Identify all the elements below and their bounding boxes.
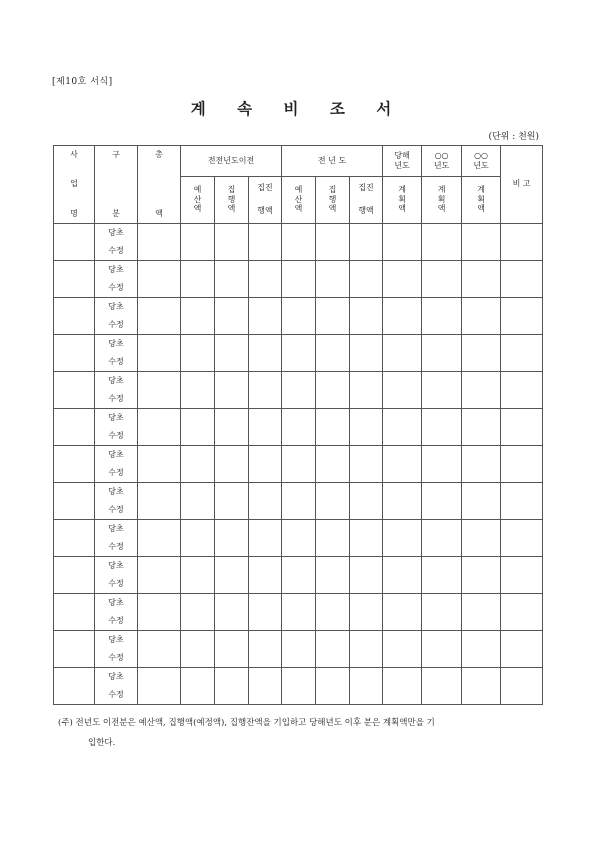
- entry-cell[interactable]: [138, 409, 181, 446]
- entry-cell[interactable]: [462, 224, 501, 261]
- entry-cell[interactable]: [282, 298, 316, 335]
- entry-cell[interactable]: [249, 261, 282, 298]
- entry-cell[interactable]: [249, 335, 282, 372]
- entry-cell[interactable]: [181, 520, 215, 557]
- footnote-line-2: 입한다.: [88, 738, 116, 748]
- entry-cell[interactable]: [316, 631, 350, 668]
- entry-cell[interactable]: [316, 224, 350, 261]
- entry-cell[interactable]: [383, 446, 422, 483]
- revised-label: 수정: [108, 652, 124, 662]
- entry-cell[interactable]: [501, 668, 543, 705]
- entry-cell[interactable]: [462, 335, 501, 372]
- initial-label: 당초: [108, 264, 124, 274]
- entry-cell[interactable]: [282, 261, 316, 298]
- entry-cell[interactable]: [181, 335, 215, 372]
- table-row: [54, 335, 543, 372]
- entry-cell[interactable]: [282, 224, 316, 261]
- division-cell: [95, 224, 138, 261]
- table-body: [54, 224, 543, 705]
- entry-cell[interactable]: [138, 631, 181, 668]
- entry-cell[interactable]: [282, 483, 316, 520]
- entry-cell[interactable]: [215, 631, 249, 668]
- entry-cell[interactable]: [138, 224, 181, 261]
- entry-cell[interactable]: [422, 261, 462, 298]
- entry-cell[interactable]: [501, 372, 543, 409]
- revised-label: 수정: [108, 578, 124, 588]
- header-prev-year: 전 년 도: [282, 146, 383, 177]
- initial-label: 당초: [108, 597, 124, 607]
- entry-cell[interactable]: [249, 557, 282, 594]
- entry-cell[interactable]: [138, 298, 181, 335]
- entry-cell[interactable]: [383, 409, 422, 446]
- entry-cell[interactable]: [54, 224, 95, 261]
- header-plan: 계 획 액: [422, 177, 462, 224]
- entry-cell[interactable]: [138, 483, 181, 520]
- entry-cell[interactable]: [383, 298, 422, 335]
- header-executed: 집 행 액: [316, 177, 350, 224]
- entry-cell[interactable]: [383, 668, 422, 705]
- entry-cell[interactable]: [316, 409, 350, 446]
- header-budget: 예 산 액: [282, 177, 316, 224]
- entry-cell[interactable]: [138, 520, 181, 557]
- entry-cell[interactable]: [316, 520, 350, 557]
- continuing-expenditure-table: [53, 145, 543, 705]
- entry-cell[interactable]: [249, 372, 282, 409]
- entry-cell[interactable]: [181, 594, 215, 631]
- entry-cell[interactable]: [215, 668, 249, 705]
- footnote-line-1: (주) 전년도 이전분은 예산액, 집행액(예정액), 집행잔액을 기입하고 당해년도 이후 분은 계획액만을 기: [58, 718, 435, 728]
- revised-label: 수정: [108, 689, 124, 699]
- entry-cell[interactable]: [501, 298, 543, 335]
- entry-cell[interactable]: [282, 594, 316, 631]
- entry-cell[interactable]: [422, 298, 462, 335]
- entry-cell[interactable]: [350, 594, 383, 631]
- entry-cell[interactable]: [422, 409, 462, 446]
- entry-cell[interactable]: [501, 261, 543, 298]
- entry-cell[interactable]: [383, 483, 422, 520]
- entry-cell[interactable]: [138, 557, 181, 594]
- revised-label: 수정: [108, 393, 124, 403]
- entry-cell[interactable]: [181, 631, 215, 668]
- entry-cell[interactable]: [501, 631, 543, 668]
- entry-cell[interactable]: [422, 557, 462, 594]
- entry-cell[interactable]: [54, 594, 95, 631]
- entry-cell[interactable]: [316, 446, 350, 483]
- entry-cell[interactable]: [282, 446, 316, 483]
- entry-cell[interactable]: [54, 261, 95, 298]
- initial-label: 당초: [108, 449, 124, 459]
- table-row: [54, 483, 543, 520]
- entry-cell[interactable]: [181, 557, 215, 594]
- table-row: [54, 520, 543, 557]
- entry-cell[interactable]: [249, 224, 282, 261]
- entry-cell[interactable]: [138, 446, 181, 483]
- entry-cell[interactable]: [350, 261, 383, 298]
- entry-cell[interactable]: [501, 483, 543, 520]
- entry-cell[interactable]: [462, 594, 501, 631]
- entry-cell[interactable]: [462, 298, 501, 335]
- header-remarks: 비 고: [501, 146, 543, 224]
- table-row: [54, 594, 543, 631]
- entry-cell[interactable]: [138, 372, 181, 409]
- division-cell: [95, 446, 138, 483]
- entry-cell[interactable]: [501, 520, 543, 557]
- entry-cell[interactable]: [282, 668, 316, 705]
- entry-cell[interactable]: [316, 298, 350, 335]
- entry-cell[interactable]: [249, 520, 282, 557]
- entry-cell[interactable]: [54, 631, 95, 668]
- table-row: [54, 409, 543, 446]
- entry-cell[interactable]: [350, 557, 383, 594]
- entry-cell[interactable]: [383, 557, 422, 594]
- division-cell: [95, 594, 138, 631]
- initial-label: 당초: [108, 671, 124, 681]
- revised-label: 수정: [108, 504, 124, 514]
- entry-cell[interactable]: [181, 298, 215, 335]
- header-total: 총 액: [138, 146, 181, 224]
- table-row: [54, 224, 543, 261]
- header-budget: 예 산 액: [181, 177, 215, 224]
- header-year-b: ○○ 년도: [462, 146, 501, 177]
- entry-cell[interactable]: [462, 557, 501, 594]
- entry-cell[interactable]: [383, 520, 422, 557]
- revised-label: 수정: [108, 430, 124, 440]
- entry-cell[interactable]: [462, 446, 501, 483]
- table-row: [54, 261, 543, 298]
- entry-cell[interactable]: [316, 668, 350, 705]
- entry-cell[interactable]: [54, 372, 95, 409]
- entry-cell[interactable]: [138, 668, 181, 705]
- initial-label: 당초: [108, 338, 124, 348]
- header-division: 구 분: [95, 146, 138, 224]
- entry-cell[interactable]: [350, 224, 383, 261]
- entry-cell[interactable]: [249, 298, 282, 335]
- entry-cell[interactable]: [54, 298, 95, 335]
- entry-cell[interactable]: [249, 594, 282, 631]
- entry-cell[interactable]: [54, 520, 95, 557]
- entry-cell[interactable]: [282, 520, 316, 557]
- entry-cell[interactable]: [54, 668, 95, 705]
- entry-cell[interactable]: [422, 372, 462, 409]
- revised-label: 수정: [108, 541, 124, 551]
- header-before-prev-prev: 전전년도이전: [181, 146, 282, 177]
- entry-cell[interactable]: [350, 409, 383, 446]
- entry-cell[interactable]: [422, 520, 462, 557]
- entry-cell[interactable]: [54, 409, 95, 446]
- header-plan: 계 획 액: [462, 177, 501, 224]
- initial-label: 당초: [108, 560, 124, 570]
- entry-cell[interactable]: [249, 631, 282, 668]
- footnote: [58, 713, 548, 753]
- entry-cell[interactable]: [215, 261, 249, 298]
- entry-cell[interactable]: [422, 631, 462, 668]
- division-cell: [95, 668, 138, 705]
- document-title: 계 속 비 조 서: [190, 100, 405, 118]
- division-cell: [95, 298, 138, 335]
- entry-cell[interactable]: [462, 520, 501, 557]
- table-row: [54, 631, 543, 668]
- division-cell: [95, 557, 138, 594]
- entry-cell[interactable]: [350, 298, 383, 335]
- entry-cell[interactable]: [54, 335, 95, 372]
- entry-cell[interactable]: [501, 446, 543, 483]
- entry-cell[interactable]: [350, 446, 383, 483]
- header-exec-remaining: 집진 행액: [249, 177, 282, 224]
- revised-label: 수정: [108, 282, 124, 292]
- entry-cell[interactable]: [316, 483, 350, 520]
- table-row: [54, 446, 543, 483]
- entry-cell[interactable]: [462, 372, 501, 409]
- entry-cell[interactable]: [350, 631, 383, 668]
- entry-cell[interactable]: [422, 224, 462, 261]
- entry-cell[interactable]: [316, 594, 350, 631]
- division-cell: [95, 483, 138, 520]
- initial-label: 당초: [108, 227, 124, 237]
- initial-label: 당초: [108, 634, 124, 644]
- entry-cell[interactable]: [282, 557, 316, 594]
- entry-cell[interactable]: [350, 668, 383, 705]
- entry-cell[interactable]: [501, 335, 543, 372]
- division-cell: [95, 409, 138, 446]
- entry-cell[interactable]: [215, 483, 249, 520]
- initial-label: 당초: [108, 375, 124, 385]
- table-row: [54, 668, 543, 705]
- entry-cell[interactable]: [462, 668, 501, 705]
- division-cell: [95, 520, 138, 557]
- initial-label: 당초: [108, 412, 124, 422]
- entry-cell[interactable]: [138, 261, 181, 298]
- entry-cell[interactable]: [181, 668, 215, 705]
- entry-cell[interactable]: [138, 335, 181, 372]
- entry-cell[interactable]: [383, 335, 422, 372]
- entry-cell[interactable]: [462, 409, 501, 446]
- entry-cell[interactable]: [282, 631, 316, 668]
- revised-label: 수정: [108, 356, 124, 366]
- entry-cell[interactable]: [54, 483, 95, 520]
- entry-cell[interactable]: [282, 409, 316, 446]
- entry-cell[interactable]: [282, 372, 316, 409]
- entry-cell[interactable]: [316, 557, 350, 594]
- entry-cell[interactable]: [215, 446, 249, 483]
- entry-cell[interactable]: [422, 594, 462, 631]
- entry-cell[interactable]: [501, 224, 543, 261]
- entry-cell[interactable]: [215, 409, 249, 446]
- entry-cell[interactable]: [383, 372, 422, 409]
- revised-label: 수정: [108, 615, 124, 625]
- form-number-label: [제10호 서식]: [52, 77, 113, 87]
- header-plan: 계 획 액: [383, 177, 422, 224]
- entry-cell[interactable]: [350, 335, 383, 372]
- entry-cell[interactable]: [383, 594, 422, 631]
- table-row: [54, 298, 543, 335]
- entry-cell[interactable]: [181, 446, 215, 483]
- header-executed: 집 행 액: [215, 177, 249, 224]
- entry-cell[interactable]: [215, 298, 249, 335]
- revised-label: 수정: [108, 245, 124, 255]
- entry-cell[interactable]: [181, 224, 215, 261]
- header-business-name: 사 업 명: [54, 146, 95, 224]
- entry-cell[interactable]: [54, 557, 95, 594]
- table-row: [54, 557, 543, 594]
- entry-cell[interactable]: [383, 631, 422, 668]
- header-exec-remaining: 집진 행액: [350, 177, 383, 224]
- entry-cell[interactable]: [215, 557, 249, 594]
- revised-label: 수정: [108, 467, 124, 477]
- entry-cell[interactable]: [462, 483, 501, 520]
- division-cell: [95, 372, 138, 409]
- entry-cell[interactable]: [501, 409, 543, 446]
- entry-cell[interactable]: [350, 372, 383, 409]
- initial-label: 당초: [108, 523, 124, 533]
- entry-cell[interactable]: [215, 594, 249, 631]
- entry-cell[interactable]: [138, 594, 181, 631]
- entry-cell[interactable]: [249, 668, 282, 705]
- entry-cell[interactable]: [462, 261, 501, 298]
- entry-cell[interactable]: [181, 483, 215, 520]
- entry-cell[interactable]: [501, 557, 543, 594]
- entry-cell[interactable]: [350, 483, 383, 520]
- header-current-year: 당해 년도: [383, 146, 422, 177]
- division-cell: [95, 335, 138, 372]
- entry-cell[interactable]: [181, 261, 215, 298]
- entry-cell[interactable]: [383, 261, 422, 298]
- division-cell: [95, 261, 138, 298]
- entry-cell[interactable]: [316, 261, 350, 298]
- initial-label: 당초: [108, 301, 124, 311]
- entry-cell[interactable]: [462, 631, 501, 668]
- revised-label: 수정: [108, 319, 124, 329]
- entry-cell[interactable]: [422, 446, 462, 483]
- entry-cell[interactable]: [249, 446, 282, 483]
- entry-cell[interactable]: [215, 224, 249, 261]
- initial-label: 당초: [108, 486, 124, 496]
- entry-cell[interactable]: [316, 372, 350, 409]
- entry-cell[interactable]: [215, 335, 249, 372]
- entry-cell[interactable]: [54, 446, 95, 483]
- header-year-a: ○○ 년도: [422, 146, 462, 177]
- table-row: [54, 372, 543, 409]
- entry-cell[interactable]: [422, 483, 462, 520]
- entry-cell[interactable]: [422, 668, 462, 705]
- entry-cell[interactable]: [181, 409, 215, 446]
- entry-cell[interactable]: [215, 520, 249, 557]
- unit-label: (단위 : 천원): [488, 132, 539, 142]
- header-row-1: [54, 146, 543, 177]
- entry-cell[interactable]: [383, 224, 422, 261]
- entry-cell[interactable]: [181, 372, 215, 409]
- entry-cell[interactable]: [501, 594, 543, 631]
- entry-cell[interactable]: [215, 372, 249, 409]
- entry-cell[interactable]: [316, 335, 350, 372]
- entry-cell[interactable]: [282, 335, 316, 372]
- entry-cell[interactable]: [249, 483, 282, 520]
- entry-cell[interactable]: [249, 409, 282, 446]
- division-cell: [95, 631, 138, 668]
- entry-cell[interactable]: [350, 520, 383, 557]
- entry-cell[interactable]: [422, 335, 462, 372]
